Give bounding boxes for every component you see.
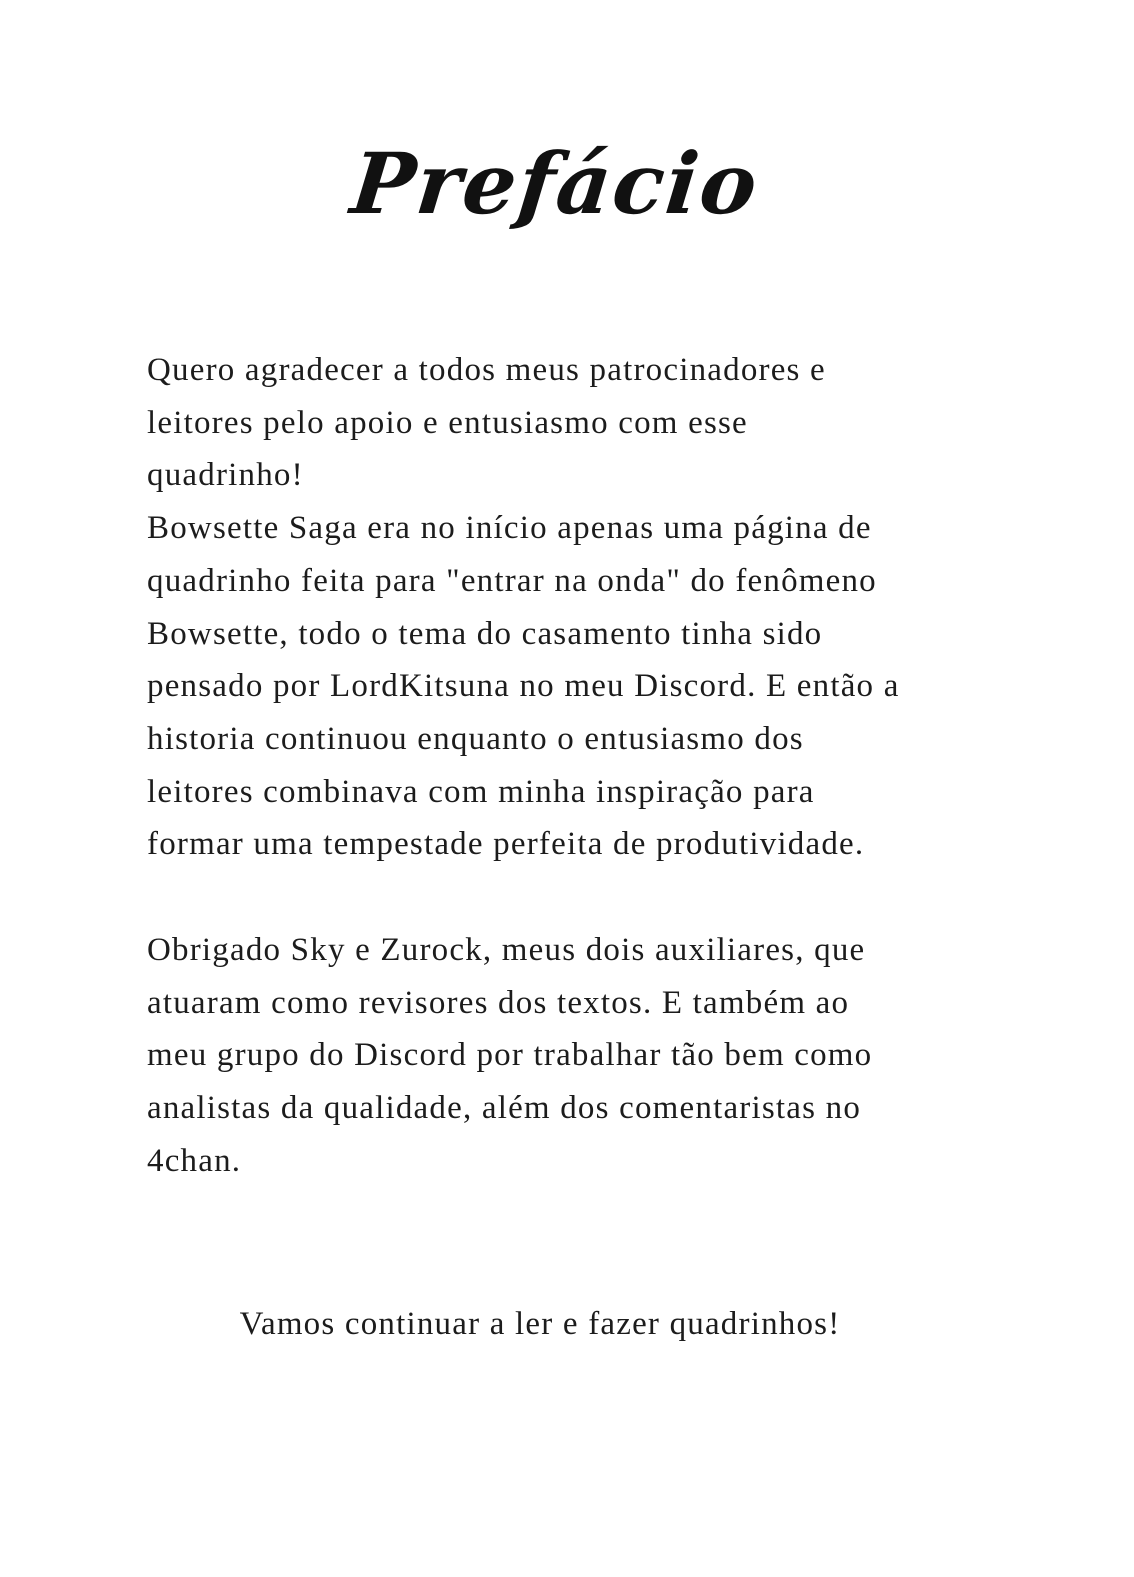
text-line: analistas da qualidade, além dos comentaristas no	[147, 1090, 862, 1127]
paragraph-credits	[147, 924, 967, 1188]
text-line: Bowsette Saga era no início apenas uma página de	[147, 510, 872, 547]
text-line: atuaram como revisores dos textos. E também ao	[147, 984, 850, 1021]
text-line: 4chan.	[147, 1142, 242, 1179]
text-line: Quero agradecer a todos meus patrocinadores e	[147, 352, 826, 388]
text-line: leitores pelo apoio e entusiasmo com esse	[147, 404, 748, 441]
text-line: quadrinho feita para "entrar na onda" do fenômeno	[147, 562, 877, 599]
page-title: Prefácio	[346, 134, 764, 234]
paragraph-thanks	[147, 344, 967, 871]
text-line: quadrinho!	[147, 457, 304, 494]
text-line: formar uma tempestade perfeita de produtividade.	[147, 826, 865, 863]
text-line: Obrigado Sky e Zurock, meus dois auxiliares, que	[147, 932, 866, 968]
text-line: meu grupo do Discord por trabalhar tão bem como	[147, 1037, 873, 1074]
text-line: pensado por LordKitsuna no meu Discord. E então a	[147, 668, 900, 705]
closing-line: Vamos continuar a ler e fazer quadrinhos!	[239, 1306, 841, 1342]
text-line: Bowsette, todo o tema do casamento tinha sido	[147, 615, 823, 652]
text-line: historia continuou enquanto o entusiasmo dos	[147, 720, 804, 757]
text-line: leitores combinava com minha inspiração para	[147, 773, 815, 810]
